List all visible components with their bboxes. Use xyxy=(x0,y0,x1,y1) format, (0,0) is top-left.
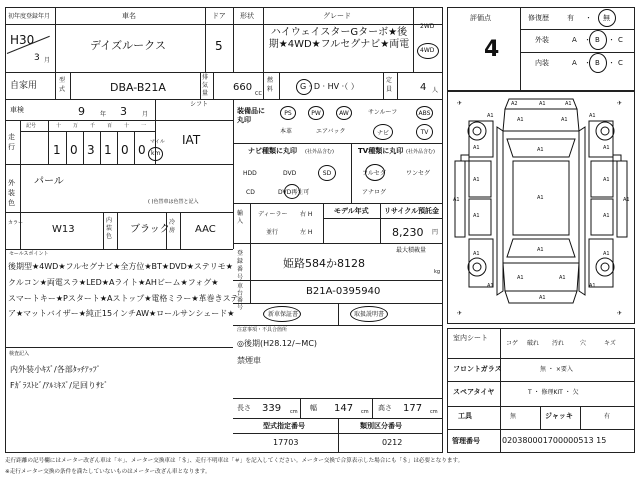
import-rh: 右 H xyxy=(300,211,313,218)
diag-code-8: A1 xyxy=(603,145,610,151)
type-cert-value: 17703 xyxy=(273,438,299,447)
fuel-options: G · D · HV ·（ ） xyxy=(300,82,359,91)
diag-code-13: A1 xyxy=(603,213,610,219)
tools-value: 無 xyxy=(510,413,517,420)
spare-label: スペアタイヤ xyxy=(453,388,495,396)
room-item-2: 汚れ xyxy=(552,340,565,347)
diag-code-a2: A2 xyxy=(511,101,518,107)
room-item-0: コゲ xyxy=(506,340,519,347)
diag-code-24: A1 xyxy=(623,197,630,203)
diag-code-12: A1 xyxy=(473,213,480,219)
type-value: DBA-B21A xyxy=(110,81,166,94)
room-item-1: 破れ xyxy=(527,340,540,347)
height-unit: cm xyxy=(430,409,438,415)
displacement-label: 排気量 xyxy=(202,74,209,97)
inspection-year-unit: 年 xyxy=(100,111,107,118)
inspection-year: 9 xyxy=(78,105,85,118)
diag-code-23: A1 xyxy=(453,197,460,203)
cc-unit: CC xyxy=(255,91,262,97)
score-value: 4 xyxy=(484,37,500,62)
import-parallel: 並行 xyxy=(266,229,279,236)
equipment-label: 装備品に丸印 xyxy=(237,107,265,124)
exterior-label: 外装 xyxy=(535,36,549,44)
interior-dot1: ・ xyxy=(584,59,591,67)
svg-text:✈: ✈ xyxy=(617,310,623,317)
mgmt-label: 管理番号 xyxy=(452,437,480,445)
width-value: 147 xyxy=(334,403,354,414)
diag-code-16: A1 xyxy=(603,251,610,257)
grade-label: グレード xyxy=(323,12,351,20)
chassis-label: 車台番号 xyxy=(237,283,244,311)
displacement-value: 660 xyxy=(233,82,253,93)
sale-line-0: 後期型★4WD★フルセグナビ★全方位★BT★DVD★ステリモ★ xyxy=(8,262,233,271)
doors-value: 5 xyxy=(215,39,223,53)
shift-label: シフト xyxy=(190,101,209,108)
mileage-unit-0: 記号 xyxy=(26,123,37,129)
color-note: ( )色替車は色替と記入 xyxy=(148,199,199,205)
grade-value: ハイウェイスターGターボ★後期★4WD★フルセグナビ★両電 xyxy=(268,27,410,50)
month-unit: 月 xyxy=(44,57,51,64)
interior-a: A xyxy=(572,59,577,67)
drive-4wd: 4WD xyxy=(420,47,435,54)
import-dealer: ディーラー xyxy=(258,211,288,218)
inspector-line-0: 内外装小ｷｽﾞ/各部ﾀｯﾁｱｯﾌﾟ xyxy=(10,365,101,374)
sale-points-label: セールスポイント xyxy=(9,251,49,257)
mileage-label: 走行 xyxy=(8,133,15,151)
recycle-label: リサイクル預託金 xyxy=(384,207,440,215)
car-diagram xyxy=(447,91,635,324)
load-unit: kg xyxy=(434,269,441,275)
diag-code-15: A1 xyxy=(473,251,480,257)
exterior-b: B xyxy=(595,36,600,44)
ac-label: 冷房 xyxy=(169,219,176,234)
mileage-unit-4: 百 xyxy=(107,123,113,129)
diag-code-2: A1 xyxy=(565,101,572,107)
inspection-label: 車検 xyxy=(10,106,24,114)
mgmt-value: 020380001700000513 15 xyxy=(502,436,607,445)
repair-opt-2: 無 xyxy=(603,14,610,22)
class-value: 0212 xyxy=(382,438,403,447)
diag-code-9: A1 xyxy=(537,147,544,153)
diag-code-4: A1 xyxy=(561,117,568,123)
diag-code-20: A1 xyxy=(539,295,546,301)
recycle-unit: 円 xyxy=(432,229,439,236)
equip-leather: 本革 xyxy=(280,128,293,135)
tv-analog: アナログ xyxy=(362,189,387,196)
footer-line-2: ※走行メーター交換の条件を満たしていないものはメーター改ざん車となります。 xyxy=(5,469,211,475)
notes-label: 注意事項・不具合箇所 xyxy=(237,327,288,333)
interior-c: C xyxy=(618,59,623,67)
diag-code-11: A1 xyxy=(603,177,610,183)
exterior-dot1: ・ xyxy=(584,36,591,44)
import-lh: 左 H xyxy=(300,229,313,236)
equip-sunroof: サンルーフ xyxy=(368,109,398,116)
length-unit: cm xyxy=(290,409,298,415)
new-warranty: 新車保証書 xyxy=(268,311,299,318)
equip-pw: PW xyxy=(308,106,324,120)
class-label: 類別区分番号 xyxy=(360,422,402,430)
mileage-unit-5: 十 xyxy=(124,123,130,129)
notes-line-0: ◎後期(H28.12/~MC) xyxy=(237,339,318,348)
tv-fullseg: フルセグ xyxy=(362,170,386,177)
inspection-month: 3 xyxy=(120,105,127,118)
color-code-label: カラー xyxy=(8,220,24,226)
interior-color-value: ブラック xyxy=(130,224,170,235)
mileage-digit-4: 0 xyxy=(121,143,129,157)
mileage-digit-1: 0 xyxy=(70,143,78,157)
recycle-value: 8,230 xyxy=(392,226,424,239)
interior-b: B xyxy=(595,59,600,67)
room-label: 室内シート xyxy=(453,334,488,342)
navi-note: (社外品含む) xyxy=(305,149,334,155)
repair-opt-0: 有 xyxy=(567,14,574,22)
exterior-c: C xyxy=(618,36,623,44)
name-label: 車名 xyxy=(122,12,136,20)
interior-label: 内装 xyxy=(535,59,549,67)
tv-label: TV種類に丸印 xyxy=(358,147,404,155)
spare-options: T ・ 修理KIT ・ 欠 xyxy=(528,389,579,396)
mileage-digit-5: 0 xyxy=(138,143,146,157)
first-reg-month: 3 xyxy=(34,53,40,63)
footer-line-1: 走行距離の記号欄にはメーター改ざん車は「＊」、メーター交換車は「＄」、走行不明車は「＃」を記入してください。メーター交換で合算表示した場合にも「＄」は必要となります。 xyxy=(5,458,464,464)
sale-line-3: ア★マットバイザー★純正15インチAW★ロールサンシェード★ xyxy=(8,309,235,318)
inspection-month-unit: 月 xyxy=(142,111,149,118)
diag-code-14: A1 xyxy=(537,195,544,201)
svg-text:✈: ✈ xyxy=(617,100,623,107)
shape-label: 形状 xyxy=(240,12,254,20)
navi-dvd: DVD xyxy=(283,170,297,177)
navi-label: ナビ種類に丸印 xyxy=(248,147,297,155)
mileage-km: km xyxy=(151,150,161,157)
mileage-unit-6: 一 xyxy=(141,123,147,129)
color-label: 外装色 xyxy=(8,179,15,207)
repair-opt-1: ・ xyxy=(585,14,592,22)
mileage-unit-3: 千 xyxy=(90,123,96,129)
fglass-label: フロントガラス xyxy=(453,365,502,373)
equip-aw: AW xyxy=(336,106,352,120)
capacity-label: 定員 xyxy=(386,77,393,93)
reg-value: 姫路584か8128 xyxy=(283,257,365,270)
diag-code-19: A1 xyxy=(559,275,566,281)
mileage-unit-1: 十 xyxy=(56,123,62,129)
first-reg-label: 初年度登録年月 xyxy=(8,13,51,20)
chassis-value: B21A-0395940 xyxy=(306,286,381,297)
inspector-label: 検査記入 xyxy=(9,351,30,357)
notes-line-1: 禁煙車 xyxy=(237,356,261,365)
mileage-digit-3: 1 xyxy=(104,143,112,157)
mileage-unit-2: 万 xyxy=(73,123,79,129)
car-name: デイズルークス xyxy=(90,39,167,52)
color-value: パール xyxy=(34,176,64,187)
ac-value: AAC xyxy=(195,224,216,235)
diag-code-7: A1 xyxy=(473,145,480,151)
diag-code-21: A1 xyxy=(487,283,494,289)
interior-dot2: ・ xyxy=(608,59,615,67)
diag-code-6: A1 xyxy=(589,113,596,119)
drive-2wd: 2WD xyxy=(420,23,435,30)
score-label: 評価点 xyxy=(470,14,491,22)
type-label: 型式 xyxy=(59,77,66,93)
capacity-value: 4 xyxy=(420,82,427,93)
mileage-mile: マイル xyxy=(150,139,165,145)
width-unit: cm xyxy=(361,409,369,415)
sale-line-1: クルコン★両電スラ★LED★Aライト★AHビーム★フォグ★ xyxy=(8,278,219,287)
equip-ps: PS xyxy=(280,106,296,120)
navi-cd: CD xyxy=(246,189,255,196)
model-year-label: モデル年式 xyxy=(334,207,369,215)
navi-dvdplay: DVD再生可 xyxy=(278,189,310,196)
equip-navi: ナビ xyxy=(373,124,393,140)
navi-sd: SD xyxy=(318,165,336,181)
type-cert-label: 型式指定番号 xyxy=(263,422,305,430)
diag-code-22: A1 xyxy=(589,283,596,289)
room-item-3: 穴 xyxy=(580,340,587,347)
manual: 取扱説明書 xyxy=(354,311,385,318)
reg-label: 登録番号 xyxy=(237,250,244,281)
tv-oneseg: ワンセグ xyxy=(406,170,431,177)
interior-color-label: 内装色 xyxy=(106,217,113,240)
navi-hdd: HDD xyxy=(243,170,257,177)
tv-note: (社外品含む) xyxy=(406,149,435,155)
tools-label: 工具 xyxy=(458,412,472,420)
mileage-digit-2: 3 xyxy=(87,143,95,157)
diag-code-1: A1 xyxy=(539,101,546,107)
jack-value: 有 xyxy=(604,413,611,420)
sale-line-2: スマートキー★Pスタート★Aストップ★電格ミラー★革巻きステ xyxy=(8,294,239,303)
svg-text:✈: ✈ xyxy=(457,310,463,317)
color-code-value: W13 xyxy=(52,224,75,235)
shift-value: IAT xyxy=(182,133,201,147)
length-label: 長さ xyxy=(237,404,251,412)
jack-label: ジャッキ xyxy=(545,412,573,420)
diag-code-18: A1 xyxy=(517,275,524,281)
import-label: 輸入 xyxy=(237,210,244,225)
fuel-label: 燃料 xyxy=(267,77,274,93)
use-type: 自家用 xyxy=(10,81,38,91)
first-reg-year: H30 xyxy=(10,33,35,47)
diag-code-17: A1 xyxy=(537,247,544,253)
room-item-4: キズ xyxy=(604,340,616,347)
width-label: 幅 xyxy=(310,404,317,412)
diag-code-10: A1 xyxy=(473,177,480,183)
height-label: 高さ xyxy=(378,404,392,412)
load-label: 最大積載量 xyxy=(396,247,427,254)
door-label: ドア xyxy=(212,12,226,20)
equip-airbag: エアバック xyxy=(316,128,346,135)
mileage-digit-0: 1 xyxy=(53,143,61,157)
equip-abs: ABS xyxy=(416,106,433,120)
repair-label: 修復歴 xyxy=(528,14,549,22)
fglass-options: 無 ・ ×要入 xyxy=(540,366,573,373)
exterior-dot2: ・ xyxy=(608,36,615,44)
capacity-unit: 人 xyxy=(432,87,439,94)
svg-text:✈: ✈ xyxy=(457,100,463,107)
inspector-line-1: Fｶﾞﾗｽﾄﾋﾞ/ｱﾙﾐｷｽﾞ/足回りｻﾋﾞ xyxy=(10,381,108,390)
length-value: 339 xyxy=(262,403,282,414)
exterior-a: A xyxy=(572,36,577,44)
diag-code-5: A1 xyxy=(487,113,494,119)
equip-tv: TV xyxy=(416,124,433,140)
diag-code-3: A1 xyxy=(517,117,524,123)
height-value: 177 xyxy=(403,403,423,414)
